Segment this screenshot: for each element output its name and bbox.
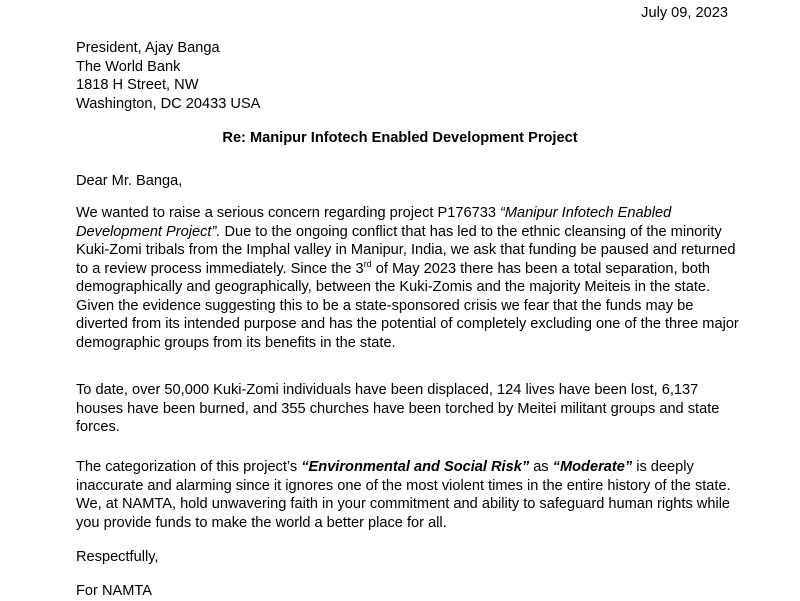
paragraph-concern-text-3: of May 2023 there has been a total separation, both demographically and geographically, between the Kuki-Zomis and the majority Meiteis in the state. Given the evidence suggesting this to be a state-sponsored crisis we fear that the funds may be diverted from its intended purpose and has the potential of completely excluding one of the three major demographic groups from its benefits in the state. bbox=[76, 260, 739, 351]
paragraph-risk-text-2: as bbox=[529, 459, 553, 475]
paragraph-risk-text-1: The categorization of this project’s bbox=[76, 459, 302, 475]
greeting: Dear Mr. Banga, bbox=[76, 173, 183, 189]
risk-category-label: “Environmental and Social Risk” bbox=[301, 459, 530, 475]
paragraph-concern-text-1: We wanted to raise a serious concern regarding project P176733 bbox=[76, 205, 501, 221]
closing: Respectfully, bbox=[76, 549, 159, 565]
risk-rating-value: “Moderate” bbox=[552, 459, 633, 475]
paragraph-concern-text-2: Due to the ongoing conflict that has led to the ethnic cleansing of the minority Kuki-Zomi tribals from the Imphal valley in Manipur, India, we ask that funding be paused and returned to a review process immediately. Since the 3 bbox=[76, 223, 736, 277]
letter-date: July 09, 2023 bbox=[641, 5, 728, 21]
paragraph-risk-rating bbox=[76, 458, 740, 532]
subject-line: Re: Manipur Infotech Enabled Development Project bbox=[222, 130, 578, 146]
ordinal-superscript: rd bbox=[363, 258, 372, 269]
recipient-address bbox=[76, 39, 260, 113]
address-line-city: Washington, DC 20433 USA bbox=[76, 95, 261, 112]
project-title: “Manipur Infotech Enabled Development Project”. bbox=[76, 205, 672, 240]
address-line-org: The World Bank bbox=[76, 58, 181, 75]
signoff: For NAMTA bbox=[76, 583, 152, 599]
address-line-name: President, Ajay Banga bbox=[76, 40, 220, 56]
address-line-street: 1818 H Street, NW bbox=[76, 77, 199, 93]
paragraph-statistics: To date, over 50,000 Kuki-Zomi individuals have been displaced, 124 lives have been lost, 6,137 houses have been burned, and 355 churches have been torched by Meitei militant groups and state forces. bbox=[76, 382, 720, 435]
paragraph-risk-text-3: is deeply inaccurate and alarming since it ignores one of the most violent times in the entire history of the state. We, at NAMTA, hold unwavering faith in your commitment and ability to safeguard human rights while you provide funds to make the world a better place for all. bbox=[76, 459, 731, 531]
paragraph-concern bbox=[76, 204, 740, 352]
